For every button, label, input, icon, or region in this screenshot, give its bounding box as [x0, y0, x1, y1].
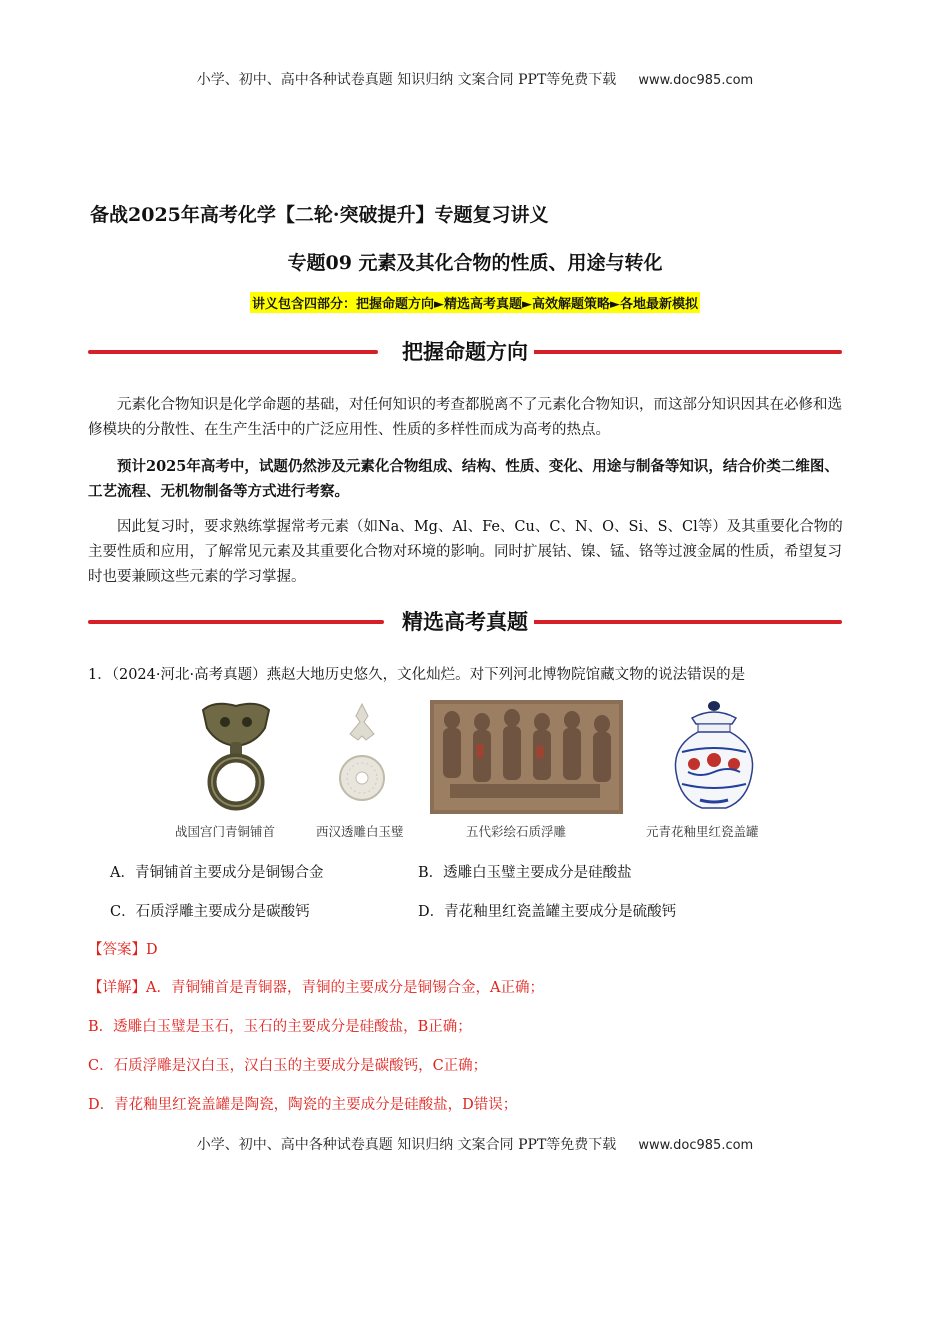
- option-a: A．青铜铺首主要成分是铜锡合金: [110, 865, 324, 881]
- figure-caption-1: 战国宫门青铜铺首: [175, 824, 276, 839]
- paragraph-3: 因此复习时，要求熟练掌握常考元素（如Na、Mg、Al、Fe、Cu、C、N、O、Si、S、Cl等）及其重要化合物的主要性质和应用，了解常见元素及其重要化合物对环境的影响。同时扩展钴、镍、锰、铬等过渡金属的性质，希望复习时也要兼顾这些元素的学习掌握。: [88, 519, 843, 585]
- document-title: 备战2025年高考化学【二轮·突破提升】专题复习讲义: [90, 204, 549, 226]
- option-c: C．石质浮雕主要成分是碳酸钙: [110, 904, 310, 920]
- artifact-figures: [0, 700, 950, 845]
- detail-d: D．青花釉里红瓷盖罐是陶瓷，陶瓷的主要成分是硅酸盐，D错误；: [88, 1097, 518, 1113]
- footer-text: 小学、初中、高中各种试卷真题 知识归纳 文案合同 PPT等免费下载: [196, 1137, 617, 1153]
- detail-a: 【详解】A．青铜铺首是青铜器，青铜的主要成分是铜锡合金，A正确；: [88, 980, 544, 996]
- topic-title: 专题09 元素及其化合物的性质、用途与转化: [287, 252, 663, 274]
- page-footer: [0, 1134, 950, 1154]
- paragraph-2: 预计2025年高考中，试题仍然涉及元素化合物组成、结构、性质、变化、用途与制备等知识，结合价类二维图、工艺流程、无机物制备等方式进行考察。: [88, 458, 839, 500]
- option-b: B．透雕白玉璧主要成分是硅酸盐: [418, 865, 632, 881]
- paragraph-1: 元素化合物知识是化学命题的基础，对任何知识的考查都脱离不了元素化合物知识，而这部分知识因其在必修和选修模块的分散性、在生产生活中的广泛应用性、性质的多样性而成为高考的热点。: [88, 397, 842, 438]
- detail-c: C．石质浮雕是汉白玉，汉白玉的主要成分是碳酸钙，C正确；: [88, 1058, 488, 1074]
- jade-disk-image: [338, 700, 386, 812]
- figure-caption-2: 西汉透雕白玉璧: [316, 824, 404, 839]
- footer-site-link[interactable]: www.doc985.com: [638, 1138, 754, 1153]
- option-d: D．青花釉里红瓷盖罐主要成分是硫酸钙: [418, 904, 677, 920]
- bronze-knocker-image: [195, 700, 277, 812]
- figure-caption-4: 元青花釉里红瓷盖罐: [646, 824, 759, 839]
- section-header-direction: [88, 337, 842, 367]
- question-stem: 1．（2024·河北·高考真题）燕赵大地历史悠久，文化灿烂。对下列河北博物院馆藏文物的说法错误的是: [88, 667, 746, 683]
- porcelain-jar-image: [670, 700, 758, 814]
- stone-relief-image: [430, 700, 623, 814]
- intro-text: 讲义包含四部分：把握命题方向►精选高考真题►高效解题策略►各地最新模拟: [250, 292, 700, 313]
- section-title: 把握命题方向: [396, 340, 534, 364]
- page-header: [0, 69, 950, 89]
- detail-b: B．透雕白玉璧是玉石，玉石的主要成分是硅酸盐，B正确；: [88, 1019, 472, 1035]
- header-site-link[interactable]: www.doc985.com: [638, 73, 754, 88]
- figure-caption-3: 五代彩绘石质浮雕: [466, 824, 567, 839]
- intro-banner: [0, 292, 950, 313]
- header-text: 小学、初中、高中各种试卷真题 知识归纳 文案合同 PPT等免费下载: [196, 72, 617, 88]
- section-title: 精选高考真题: [396, 610, 534, 634]
- answer-line: 【答案】D: [88, 942, 158, 958]
- section-header-questions: [88, 607, 842, 637]
